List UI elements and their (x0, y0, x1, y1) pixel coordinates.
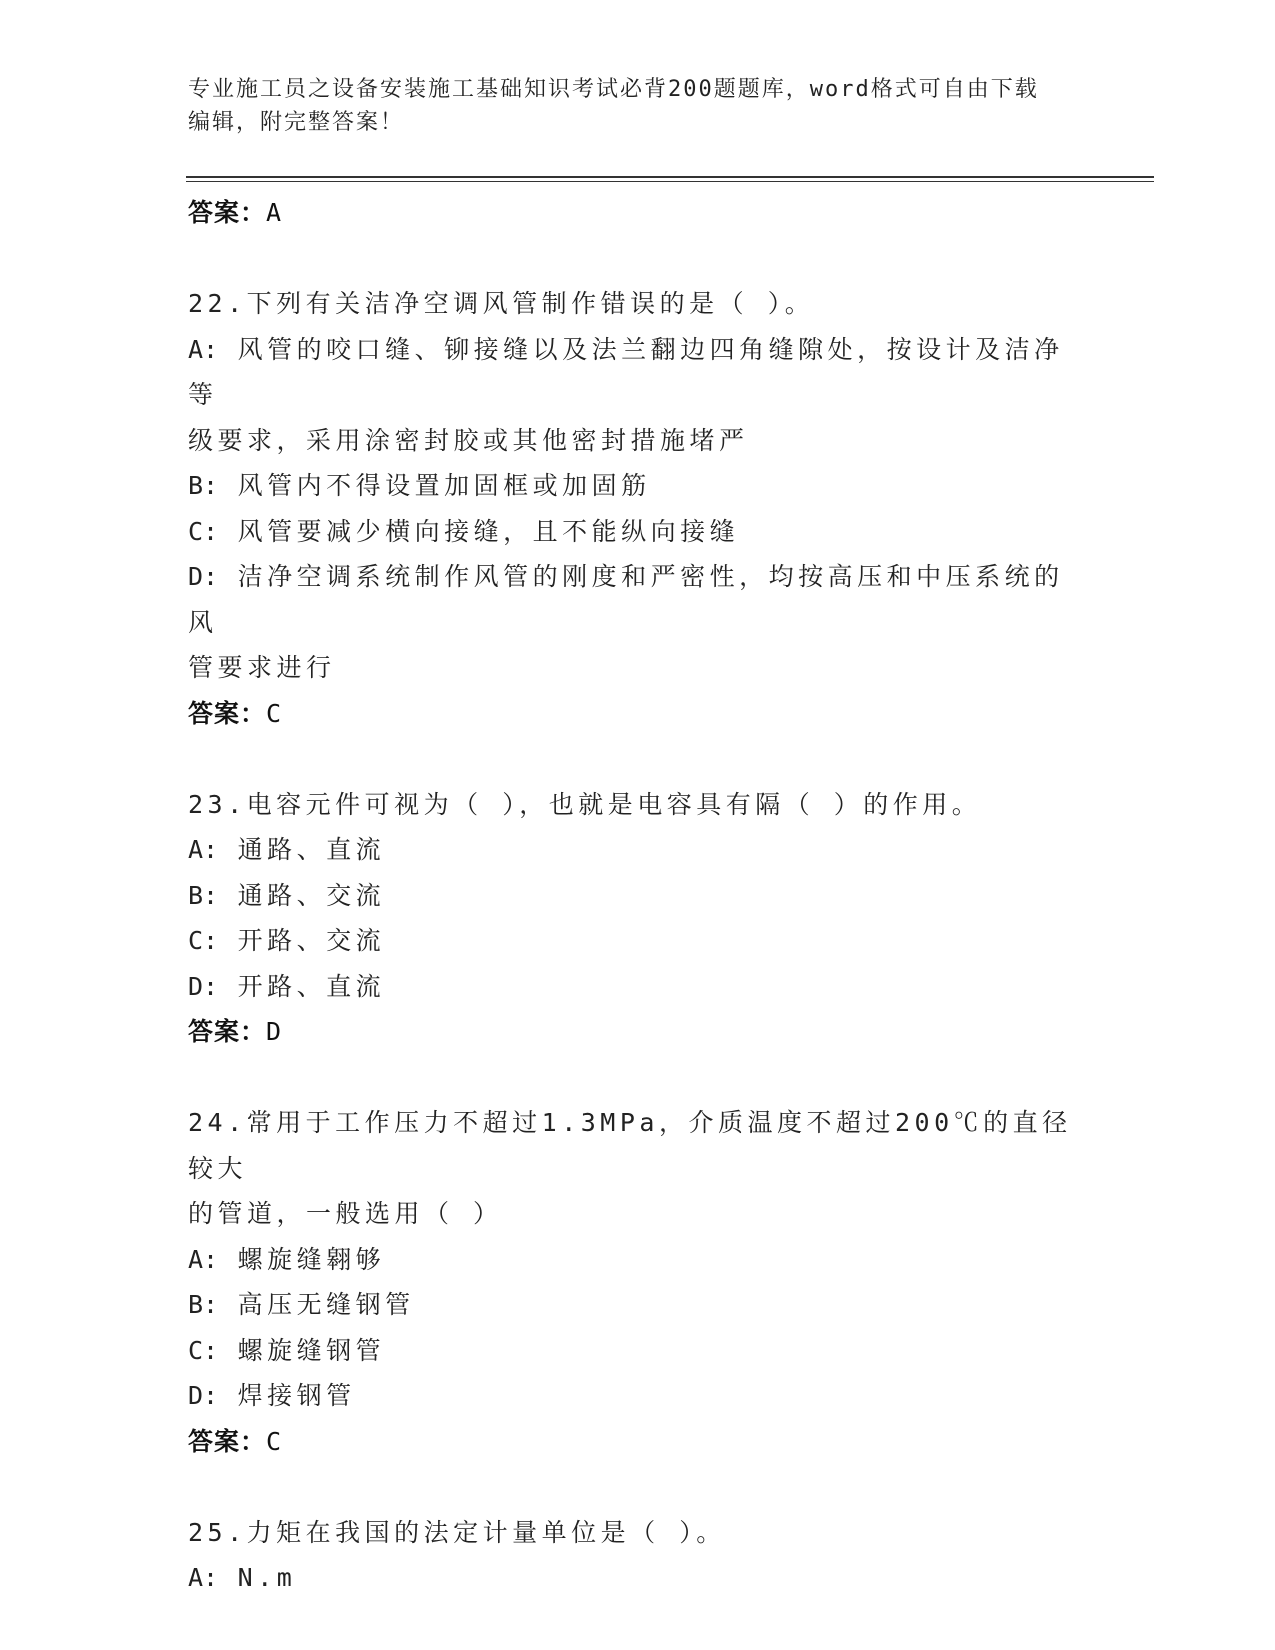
option-letter: D: (188, 562, 219, 591)
option-d (188, 554, 1088, 645)
answer-value: C (266, 698, 283, 728)
header-line-1: 专业施工员之设备安装施工基础知识考试必背200题题库，word格式可自由下载 (188, 77, 1039, 102)
option-a (188, 1555, 1088, 1601)
option-letter: C: (188, 516, 219, 546)
header-divider-thick (186, 176, 1154, 178)
option-letter: D: (188, 971, 219, 1001)
question-block (188, 782, 1088, 1055)
answer-line (188, 1009, 1088, 1054)
answer-label: 答案： (188, 1426, 267, 1456)
option-b (188, 463, 1088, 509)
answer-value: C (266, 1426, 283, 1456)
option-letter: A: (188, 334, 219, 364)
document-header (188, 73, 1088, 139)
question-stem: 23.电容元件可视为（ ），也就是电容具有隔（ ）的作用。 (188, 789, 982, 819)
option-letter: D: (188, 1381, 219, 1410)
question-stem-continuation: 的管道，一般选用（ ） (188, 1199, 503, 1228)
option-text: N.m (237, 1563, 297, 1592)
answer-label: 答案： (188, 1017, 267, 1046)
spacer (188, 1054, 1088, 1100)
option-letter: C: (188, 926, 219, 955)
option-text: 开路、交流 (237, 926, 386, 955)
answer-value: A (266, 198, 283, 227)
option-a (188, 1237, 1088, 1283)
option-d (188, 964, 1088, 1010)
option-text: 风管要减少横向接缝，且不能纵向接缝 (237, 516, 740, 546)
option-d (188, 1373, 1088, 1419)
option-d-continuation: 管要求进行 (188, 653, 336, 682)
option-b (188, 1282, 1088, 1328)
question-content (188, 190, 1088, 1601)
spacer (188, 1464, 1088, 1510)
option-letter: A: (188, 1563, 219, 1592)
question-block (188, 1510, 1088, 1601)
option-c (188, 918, 1088, 964)
answer-value: D (266, 1017, 283, 1046)
option-text: 螺旋缝翱够 (237, 1244, 386, 1274)
header-divider-thin (186, 181, 1154, 182)
question-block (188, 1100, 1088, 1464)
spacer (188, 736, 1088, 782)
answer-label: 答案： (188, 198, 267, 227)
option-text: 洁净空调系统制作风管的刚度和严密性，均按高压和中压系统的风 (188, 562, 1064, 637)
option-a-continuation: 级要求，采用涂密封胶或其他密封措施堵严 (188, 425, 749, 455)
answer-line (188, 190, 1088, 235)
option-a (188, 827, 1088, 873)
option-text: 焊接钢管 (237, 1381, 356, 1410)
option-text: 通路、直流 (237, 835, 386, 864)
option-letter: A: (188, 1244, 219, 1274)
option-letter: B: (188, 880, 219, 910)
option-c (188, 509, 1088, 555)
option-text: 通路、交流 (237, 880, 386, 910)
option-text: 高压无缝钢管 (237, 1290, 415, 1319)
option-letter: B: (188, 1290, 219, 1319)
option-letter: A: (188, 835, 219, 864)
spacer (188, 235, 1088, 281)
option-c (188, 1328, 1088, 1374)
option-text: 风管的咬口缝、铆接缝以及法兰翻边四角缝隙处，按设计及洁净等 (188, 334, 1064, 409)
answer-line (188, 691, 1088, 736)
question-stem: 24.常用于工作压力不超过1.3MPa，介质温度不超过200℃的直径较大 (188, 1108, 1072, 1183)
question-block (188, 281, 1088, 736)
answer-label: 答案： (188, 698, 267, 728)
question-stem: 25.力矩在我国的法定计量单位是（ ）。 (188, 1517, 726, 1547)
option-text: 螺旋缝钢管 (237, 1335, 386, 1365)
option-b (188, 873, 1088, 919)
answer-line (188, 1419, 1088, 1464)
option-letter: B: (188, 471, 219, 500)
option-text: 开路、直流 (237, 971, 386, 1001)
question-stem: 22.下列有关洁净空调风管制作错误的是（ ）。 (188, 289, 815, 318)
option-letter: C: (188, 1335, 219, 1365)
header-line-2: 编辑，附完整答案！ (188, 110, 405, 135)
option-a (188, 327, 1088, 418)
option-text: 风管内不得设置加固框或加固筋 (237, 471, 651, 500)
